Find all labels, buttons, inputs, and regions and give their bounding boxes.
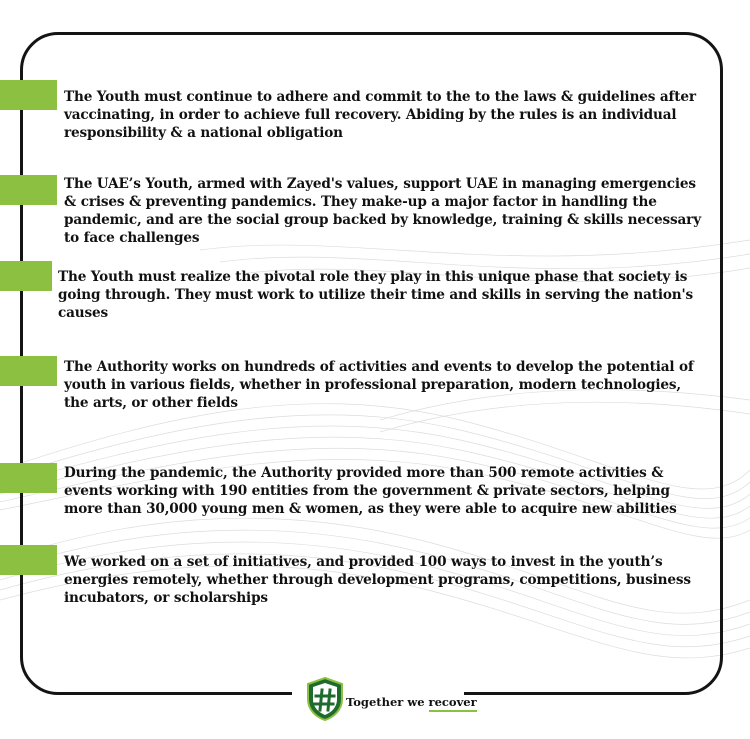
logo-text-main: Together we bbox=[346, 695, 429, 709]
green-marker-5 bbox=[0, 463, 57, 493]
paragraph-3: The Youth must realize the pivotal role they play in this unique phase that society is going through. They must work to utilize their time and skills in serving the nation's causes bbox=[58, 269, 694, 321]
paragraph-6: We worked on a set of initiatives, and provided 100 ways to invest in the youth’s energies remotely, whether through development programs, competitions, business incubators, or scholarships bbox=[64, 554, 691, 606]
paragraph-1: The Youth must continue to adhere and commit to the to the laws & guidelines after vaccinating, in order to achieve full recovery. Abiding by the rules is an individual responsibility & a national obligation bbox=[64, 89, 696, 141]
paragraph-5: During the pandemic, the Authority provided more than 500 remote activities & events working with 190 entities from the government & private sectors, helping more than 30,000 young men & women, as they were able to acquire new abilities bbox=[64, 465, 677, 517]
logo-text bbox=[346, 695, 477, 709]
logo-text-accent: recover bbox=[429, 695, 477, 712]
hashtag-shield-icon bbox=[306, 677, 344, 721]
green-marker-3 bbox=[0, 261, 52, 291]
paragraph-4: The Authority works on hundreds of activities and events to develop the potential of youth in various fields, whether in professional preparation, modern technologies, the arts, or other fields bbox=[64, 359, 694, 411]
paragraph-2: The UAE’s Youth, armed with Zayed's values, support UAE in managing emergencies & crises & preventing pandemics. They make-up a major factor in handling the pandemic, and are the social group backed by knowledge, training & skills necessary to face challenges bbox=[64, 176, 701, 246]
green-marker-2 bbox=[0, 175, 57, 205]
green-marker-1 bbox=[0, 80, 57, 110]
green-marker-4 bbox=[0, 356, 57, 386]
together-we-recover-logo bbox=[298, 675, 477, 723]
green-marker-6 bbox=[0, 545, 57, 575]
